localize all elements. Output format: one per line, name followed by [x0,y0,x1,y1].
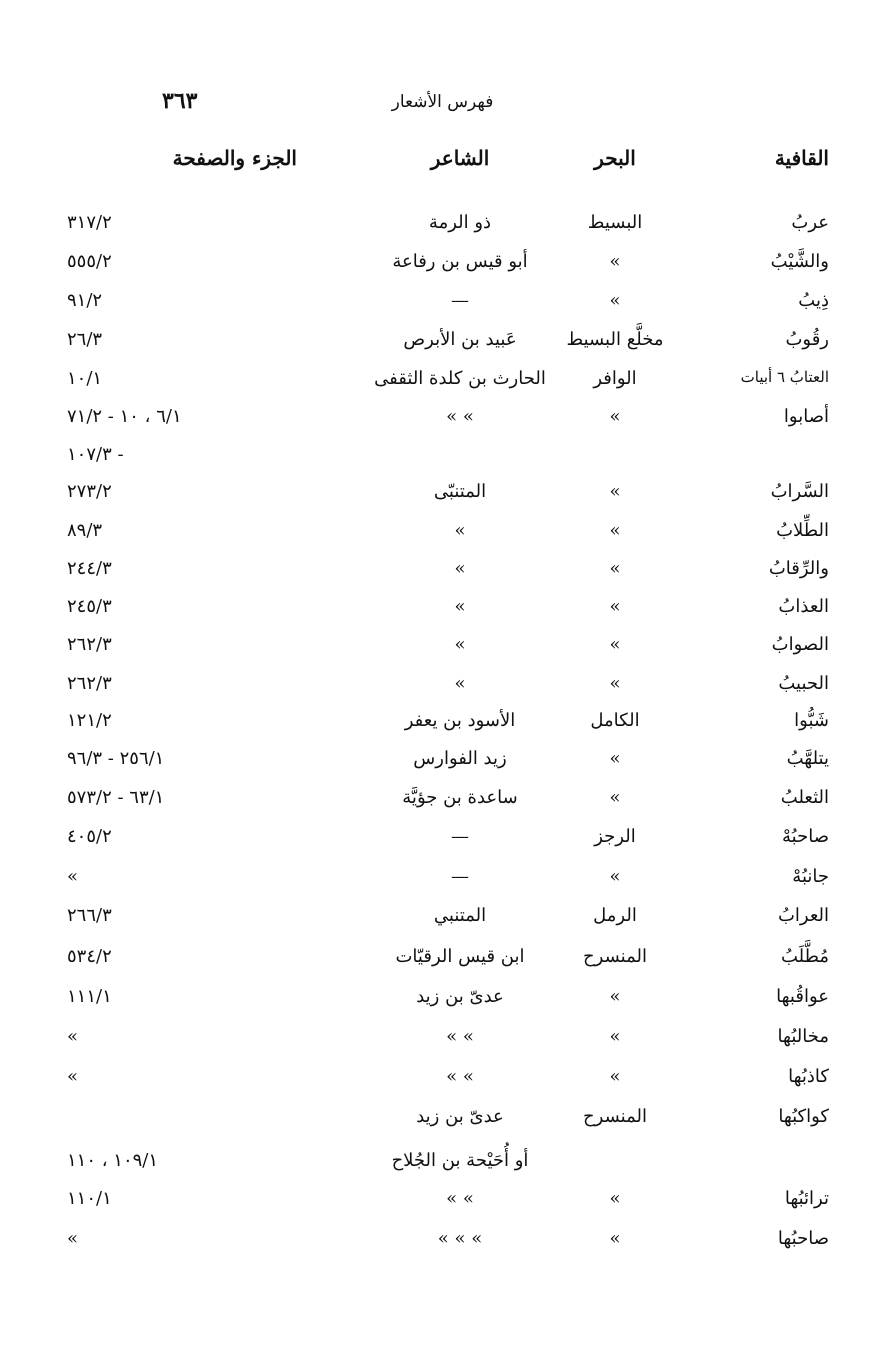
rhyme-cell: مخالبُها [777,1026,829,1047]
ref-cell: ٨٩/٣ [67,520,103,541]
meter-cell: » [609,520,621,541]
table-row [0,290,885,324]
meter-cell: المنسرح [583,946,647,967]
running-head [0,88,885,118]
rhyme-cell: الثعلبُ [780,787,829,808]
table-row [0,1026,885,1060]
header-meter: البحر [594,146,636,170]
table-row [0,1228,885,1262]
ref-cell: ٥٣٤/٢ [67,946,112,967]
ref-cell: ٦٣/١ - ٥٧٣/٢ [67,787,165,808]
table-row [0,481,885,515]
rhyme-cell: الطِّلابُ [776,520,829,541]
meter-cell: » [609,673,621,694]
poet-cell: — [451,290,469,311]
table-row [0,866,885,900]
rhyme-cell: والرِّقابُ [768,558,829,579]
poet-cell: المتنبي [433,905,487,926]
meter-cell: » [609,1026,621,1047]
table-row [0,1066,885,1100]
poet-cell: الأسود بن يعفر [404,710,516,731]
header-rhyme: القافية [774,146,829,170]
table-row [0,444,885,478]
rhyme-cell: السَّرابُ [770,481,829,502]
rhyme-cell: شَبُّوا [794,710,829,731]
poet-cell: » » [446,1066,474,1087]
table-row [0,826,885,860]
ref-cell: » [67,866,79,887]
ref-cell: - ١٠٧/٣ [67,444,124,465]
meter-cell: » [609,596,621,617]
poet-cell: » » [446,406,474,427]
meter-cell: » [609,986,621,1007]
rhyme-cell: الحبيبُ [778,673,829,694]
rhyme-cell: الصوابُ [771,634,829,655]
meter-cell: » [609,290,621,311]
meter-cell: » [609,866,621,887]
poet-cell: عَبيد بن الأبرص [403,329,517,350]
meter-cell: المنسرح [583,1106,647,1127]
table-row [0,251,885,285]
ref-cell: ٢٥٦/١ - ٩٦/٣ [67,748,165,769]
poet-cell: » [454,558,466,579]
section-title: فهرس الأشعار [391,92,494,112]
meter-cell: » [609,406,621,427]
rhyme-cell: والشَّيْبُ [770,251,829,272]
table-row [0,787,885,821]
ref-cell: » [67,1026,79,1047]
rhyme-cell: جانبُهْ [792,866,829,887]
rhyme-cell: ذِيبُ [798,290,829,311]
table-row [0,1188,885,1222]
ref-cell: » [67,1228,79,1249]
poet-cell: » [454,673,466,694]
rhyme-cell: العرابُ [777,905,829,926]
poet-cell: زيد الفوارس [413,748,507,769]
meter-cell: الوافر [593,368,637,389]
table-row [0,710,885,744]
poet-cell: » [454,596,466,617]
table-header [0,146,885,182]
ref-cell: ٢٦/٣ [67,329,103,350]
meter-cell: مخلَّع البسيط [566,329,664,350]
table-row [0,673,885,707]
table-row [0,634,885,668]
poet-cell: » » [446,1188,474,1209]
poet-cell: ساعدة بن جؤيَّة [402,787,518,808]
table-row [0,558,885,592]
meter-cell: الرجز [594,826,636,847]
meter-cell: الكامل [590,710,640,731]
rhyme-cell: كاذبُها [788,1066,829,1087]
meter-cell: » [609,787,621,808]
rhyme-cell: صاحبُها [777,1228,829,1249]
ref-cell: ٢٦٢/٣ [67,673,112,694]
rhyme-cell: أصابوا [783,406,829,427]
rhyme-cell: العذابُ [778,596,829,617]
rhyme-cell: كواكبُها [778,1106,829,1127]
poet-cell: — [451,826,469,847]
table-row [0,986,885,1020]
rhyme-cell: عربُ [791,212,829,233]
ref-cell: ٢٦٢/٣ [67,634,112,655]
rhyme-cell: العتابُ ٦ أبيات [740,368,829,386]
poet-cell: » [454,520,466,541]
meter-cell: » [609,1188,621,1209]
meter-cell: » [609,634,621,655]
poet-cell: ذو الرمة [428,212,492,233]
table-row [0,596,885,630]
poet-cell: عدىّ بن زيد [416,1106,504,1127]
table-row [0,329,885,363]
ref-cell: ٥٥٥/٢ [67,251,112,272]
ref-cell: ١٠/١ [67,368,103,389]
table-row [0,905,885,939]
poet-cell: » [454,634,466,655]
meter-cell: البسيط [587,212,643,233]
meter-cell: » [609,1228,621,1249]
poet-cell: ابن قيس الرقيّات [395,946,525,967]
poet-cell: الحارث بن كلدة الثقفى [374,368,546,389]
table-row [0,1106,885,1140]
page-number: ٣٦٣ [162,88,198,114]
poet-cell: » » » [437,1228,483,1249]
poet-cell: عدىّ بن زيد [416,986,504,1007]
ref-cell: ٢٤٥/٣ [67,596,112,617]
meter-cell: » [609,1066,621,1087]
table-row [0,748,885,782]
table-row [0,1150,885,1184]
ref-cell: ٤٠٥/٢ [67,826,112,847]
poet-cell: » » [446,1026,474,1047]
ref-cell: ٢٦٦/٣ [67,905,112,926]
poet-cell: — [451,866,469,887]
ref-cell: ٣١٧/٢ [67,212,112,233]
header-ref: الجزء والصفحة [172,146,297,170]
table-row [0,368,885,402]
ref-cell: ٩١/٢ [67,290,103,311]
poet-cell: أبو قيس بن رفاعة [392,251,528,272]
meter-cell: » [609,481,621,502]
ref-cell: » [67,1066,79,1087]
rhyme-cell: عواقُبها [776,986,829,1007]
ref-cell: ٢٤٤/٣ [67,558,112,579]
meter-cell: » [609,251,621,272]
rhyme-cell: ترائبُها [784,1188,829,1209]
meter-cell: الرمل [593,905,637,926]
rhyme-cell: مُطَّلَبُ [780,946,829,967]
table-row [0,212,885,246]
ref-cell: ١١٠/١ [67,1188,112,1209]
ref-cell: ٢٧٣/٢ [67,481,112,502]
meter-cell: » [609,748,621,769]
header-poet: الشاعر [430,146,490,170]
rhyme-cell: رقُوبُ [785,329,829,350]
table-row [0,946,885,980]
rhyme-cell: صاحبُهْ [782,826,829,847]
meter-cell: » [609,558,621,579]
poet-cell: المتنبّى [433,481,487,502]
rhyme-cell: يتلهَّبُ [786,748,829,769]
ref-cell: ١٠٩/١ ، ١١٠ [67,1150,159,1171]
table-row [0,520,885,554]
table-row [0,406,885,440]
ref-cell: ١١١/١ [67,986,112,1007]
ref-cell: ١٢١/٢ [67,710,112,731]
ref-cell: ٦/١ ، ١٠ - ٧١/٢ [67,406,182,427]
poet-cell: أو أُحَيْحة بن الجُلاح [391,1150,529,1171]
